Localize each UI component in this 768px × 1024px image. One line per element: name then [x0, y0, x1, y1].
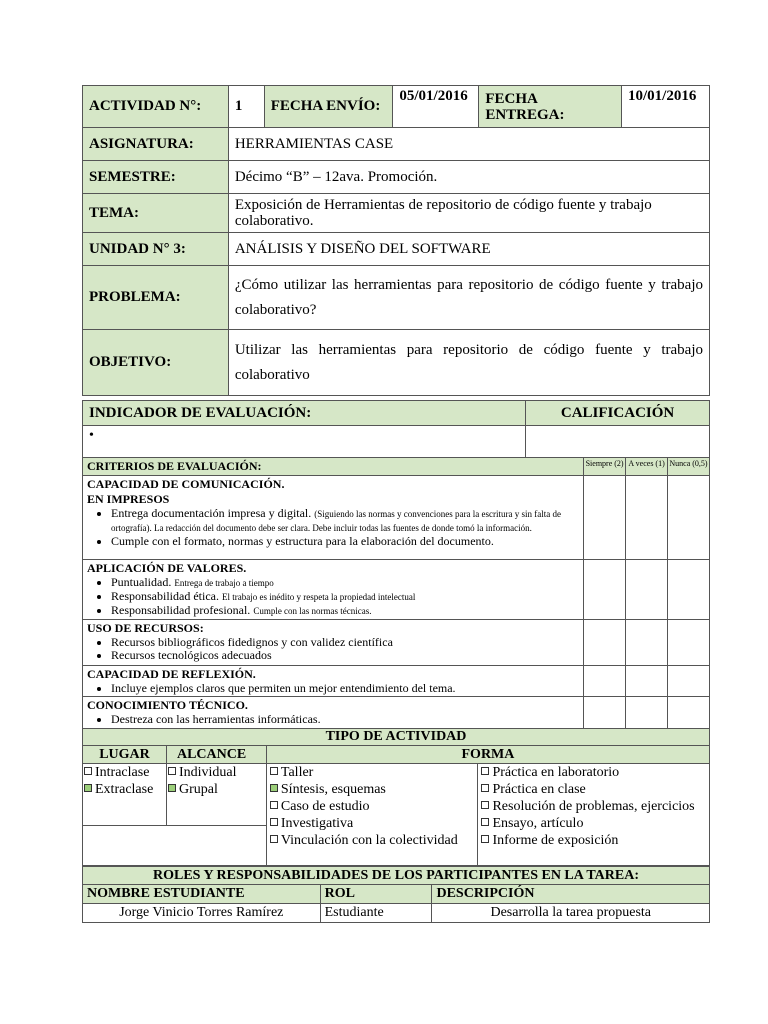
problema-value: ¿Cómo utilizar las herramientas para repositorio de código fuente y trabajo colaborativo? — [228, 266, 709, 330]
col-nunca: Nunca (0,5) — [668, 458, 710, 476]
criteria-recursos — [83, 620, 584, 666]
checkbox-grupal[interactable]: Grupal — [168, 781, 265, 798]
col-nombre: NOMBRE ESTUDIANTE — [83, 885, 321, 904]
problema-label: PROBLEMA: — [83, 266, 229, 330]
alcance-label: ALCANCE — [166, 746, 266, 764]
checkbox-icon — [270, 801, 278, 809]
checkbox-icon — [270, 784, 278, 792]
indicador-bullet: • — [83, 426, 526, 458]
list-item: • Recursos bibliográficos fidedignos y con validez científica — [111, 636, 579, 649]
list-item: • Destreza con las herramientas informáticas. — [111, 713, 579, 726]
lugar-alcance-spacer — [83, 826, 267, 866]
actividad-label: ACTIVIDAD N°: — [83, 86, 229, 128]
criteria-valores — [83, 560, 584, 620]
checkbox-individual[interactable]: Individual — [168, 764, 265, 781]
valores-title: APLICACIÓN DE VALORES. — [87, 561, 247, 575]
checkbox-icon — [168, 767, 176, 775]
asignatura-value: HERRAMIENTAS CASE — [228, 128, 709, 161]
forma-label: FORMA — [266, 746, 709, 764]
calificacion-label: CALIFICACIÓN — [526, 401, 710, 426]
alcance-options — [166, 764, 266, 826]
checkbox-icon — [84, 784, 92, 792]
unidad-value: ANÁLISIS Y DISEÑO DEL SOFTWARE — [228, 233, 709, 266]
semestre-value: Décimo “B” – 12ava. Promoción. — [228, 161, 709, 194]
checkbox-icon — [481, 767, 489, 775]
tecnico-title: CONOCIMIENTO TÉCNICO. — [87, 698, 248, 712]
checkbox-intraclase[interactable]: Intraclase — [84, 764, 165, 781]
col-siempre: Siempre (2) — [584, 458, 626, 476]
criteria-title: CRITERIOS DE EVALUACIÓN: — [83, 458, 584, 476]
checkbox-ensayo[interactable]: Ensayo, artículo — [481, 815, 706, 832]
col-rol: ROL — [320, 885, 432, 904]
forma-col2 — [478, 764, 710, 866]
tipo-actividad-title: TIPO DE ACTIVIDAD — [83, 729, 710, 746]
checkbox-extraclase[interactable]: Extraclase — [84, 781, 165, 798]
list-item: • Puntualidad. Entrega de trabajo a tiempo — [111, 576, 579, 590]
checkbox-icon — [270, 835, 278, 843]
checkbox-practica-laboratorio[interactable]: Práctica en laboratorio — [481, 764, 706, 781]
list-item: • Incluye ejemplos claros que permiten un mejor entendimiento del tema. — [111, 682, 579, 695]
checkbox-icon — [481, 818, 489, 826]
unidad-label: UNIDAD N° 3: — [83, 233, 229, 266]
col-descripcion: DESCRIPCIÓN — [432, 885, 710, 904]
checkbox-icon — [270, 818, 278, 826]
comunicacion-title: CAPACIDAD DE COMUNICACIÓN. — [87, 477, 285, 491]
col-aveces: A veces (1) — [626, 458, 668, 476]
criteria-table — [82, 457, 710, 729]
roles-title: ROLES Y RESPONSABILIDADES DE LOS PARTICIPANTES EN LA TAREA: — [83, 867, 710, 885]
semestre-label: SEMESTRE: — [83, 161, 229, 194]
table-row — [83, 904, 710, 923]
comunicacion-subtitle: EN IMPRESOS — [87, 492, 170, 506]
list-item: • Responsabilidad profesional. Cumple con las normas técnicas. — [111, 604, 579, 618]
checkbox-caso-estudio[interactable]: Caso de estudio — [270, 798, 475, 815]
fecha-entrega-value: 10/01/2016 — [622, 86, 710, 128]
criteria-tecnico — [83, 697, 584, 729]
checkbox-resolucion[interactable]: Resolución de problemas, ejercicios — [481, 798, 706, 815]
calificacion-value — [526, 426, 710, 458]
checkbox-icon — [270, 767, 278, 775]
list-item: • Entrega documentación impresa y digital. (Siguiendo las normas y convenciones para la escritura y sin falta de ortografía). La redacción del documento debe ser clara. Debe incluir todas las fuentes de donde tomó la información. — [111, 507, 579, 535]
criteria-comunicacion — [83, 476, 584, 560]
fecha-envio-label: FECHA ENVÍO: — [264, 86, 393, 128]
checkbox-taller[interactable]: Taller — [270, 764, 475, 781]
list-item: • Cumple con el formato, normas y estructura para la elaboración del documento. — [111, 535, 579, 548]
lugar-options — [83, 764, 167, 826]
list-item: • Responsabilidad ética. El trabajo es inédito y respeta la propiedad intelectual — [111, 590, 579, 604]
roles-table — [82, 866, 710, 923]
checkbox-icon — [84, 767, 92, 775]
fecha-entrega-label: FECHA ENTREGA: — [479, 86, 622, 128]
asignatura-label: ASIGNATURA: — [83, 128, 229, 161]
checkbox-vinculacion[interactable]: Vinculación con la colectividad — [270, 832, 475, 849]
checkbox-icon — [481, 835, 489, 843]
student-role: Estudiante — [320, 904, 432, 923]
indicator-table — [82, 400, 710, 458]
recursos-title: USO DE RECURSOS: — [87, 621, 204, 635]
indicador-label: INDICADOR DE EVALUACIÓN: — [83, 401, 526, 426]
forma-col1 — [266, 764, 478, 866]
checkbox-practica-clase[interactable]: Práctica en clase — [481, 781, 706, 798]
objetivo-value: Utilizar las herramientas para repositorio de código fuente y trabajo colaborativo — [228, 330, 709, 396]
lugar-label: LUGAR — [83, 746, 167, 764]
tema-label: TEMA: — [83, 194, 229, 233]
student-description: Desarrolla la tarea propuesta — [432, 904, 710, 923]
criteria-reflexion — [83, 666, 584, 697]
checkbox-icon — [481, 801, 489, 809]
fecha-envio-value: 05/01/2016 — [393, 86, 479, 128]
checkbox-sintesis[interactable]: Síntesis, esquemas — [270, 781, 475, 798]
activity-type-table — [82, 728, 710, 866]
objetivo-label: OBJETIVO: — [83, 330, 229, 396]
student-name: Jorge Vinicio Torres Ramírez — [83, 904, 321, 923]
reflexion-title: CAPACIDAD DE REFLEXIÓN. — [87, 667, 256, 681]
actividad-value: 1 — [228, 86, 264, 128]
tema-value: Exposición de Herramientas de repositorio de código fuente y trabajo colaborativo. — [228, 194, 709, 233]
checkbox-investigativa[interactable]: Investigativa — [270, 815, 475, 832]
checkbox-icon — [168, 784, 176, 792]
checkbox-informe[interactable]: Informe de exposición — [481, 832, 706, 849]
activity-info-table — [82, 85, 710, 396]
list-item: • Recursos tecnológicos adecuados — [111, 649, 579, 662]
checkbox-icon — [481, 784, 489, 792]
